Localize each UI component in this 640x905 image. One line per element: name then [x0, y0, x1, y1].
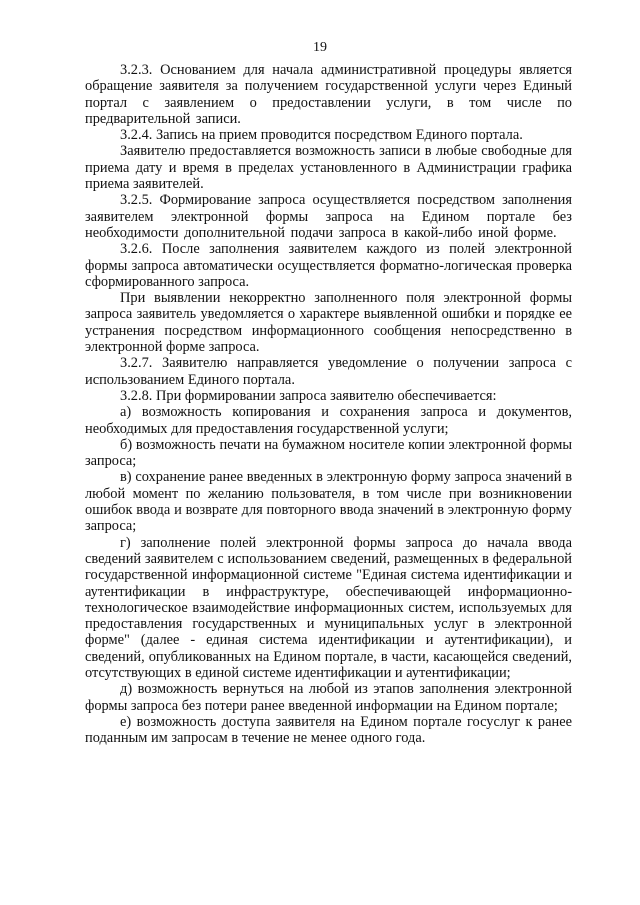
- list-item-b: б) возможность печати на бумажном носителе копии электронной формы запроса;: [85, 436, 572, 470]
- list-item-v: в) сохранение ранее введенных в электронную форму запроса значений в любой момент по желанию пользователя, в том числе при возникновении ошибок ввода и возврате для повторного ввода значений в электронную форму запроса;: [85, 469, 572, 535]
- paragraph-3-2-8: 3.2.8. При формировании запроса заявителю обеспечивается:: [120, 387, 497, 404]
- paragraph-3-2-3: 3.2.3. Основанием для начала административной процедуры является обращение заявителя за получением государственной услуги через Единый портал с заявлением о предоставлении услуги, в том числе по предварительной записи.: [85, 62, 572, 127]
- paragraph-3-2-7: 3.2.7. Заявителю направляется уведомление о получении запроса с использованием Единого портала.: [85, 355, 572, 388]
- document-body: [85, 62, 572, 746]
- list-item-e: е) возможность доступа заявителя на Едином портале госуслуг к ранее поданным им запросам в течение не менее одного года.: [85, 713, 572, 747]
- list-item-a: а) возможность копирования и сохранения запроса и документов, необходимых для предоставления государственной услуги;: [85, 404, 572, 437]
- paragraph-3-2-5: 3.2.5. Формирование запроса осуществляется посредством заполнения заявителем электронной формы запроса на Едином портале без необходимости дополнительной подачи запроса в какой-либо иной форме.: [85, 192, 572, 241]
- paragraph-3-2-6: 3.2.6. После заполнения заявителем каждого из полей электронной формы запроса автоматически осуществляется форматно-логическая проверка сформированного запроса.: [85, 241, 572, 290]
- list-item-d: д) возможность вернуться на любой из этапов заполнения электронной формы запроса без потери ранее введенной информации на Едином портале;: [85, 681, 572, 714]
- paragraph-appointment: Заявителю предоставляется возможность записи в любые свободные для приема дату и время в пределах установленного в Администрации графика приема заявителей.: [85, 143, 572, 193]
- list-item-g: г) заполнение полей электронной формы запроса до начала ввода сведений заявителем с использованием сведений, размещенных в федеральной государственной информационной системе "Единая система идентификации и аутентификации в инфраструктуре, обеспечивающей информационно-технологическое взаимодействие информационных систем, используемых для предоставления государственных и муниципальных услуг в электронной форме" (далее - единая система идентификации и аутентификации), и сведений, опубликованных на Едином портале, в части, касающейся сведений, отсутствующих в единой системе идентификации и аутентификации;: [85, 534, 572, 681]
- paragraph-error-notice: При выявлении некорректно заполненного поля электронной формы запроса заявитель уведомляется о характере выявленной ошибки и порядке ее устранения посредством информационного сообщения непосредственно в электронной форме запроса.: [85, 290, 572, 356]
- page-number: 19: [313, 40, 327, 55]
- paragraph-3-2-4: 3.2.4. Запись на прием проводится посредством Единого портала.: [120, 127, 523, 144]
